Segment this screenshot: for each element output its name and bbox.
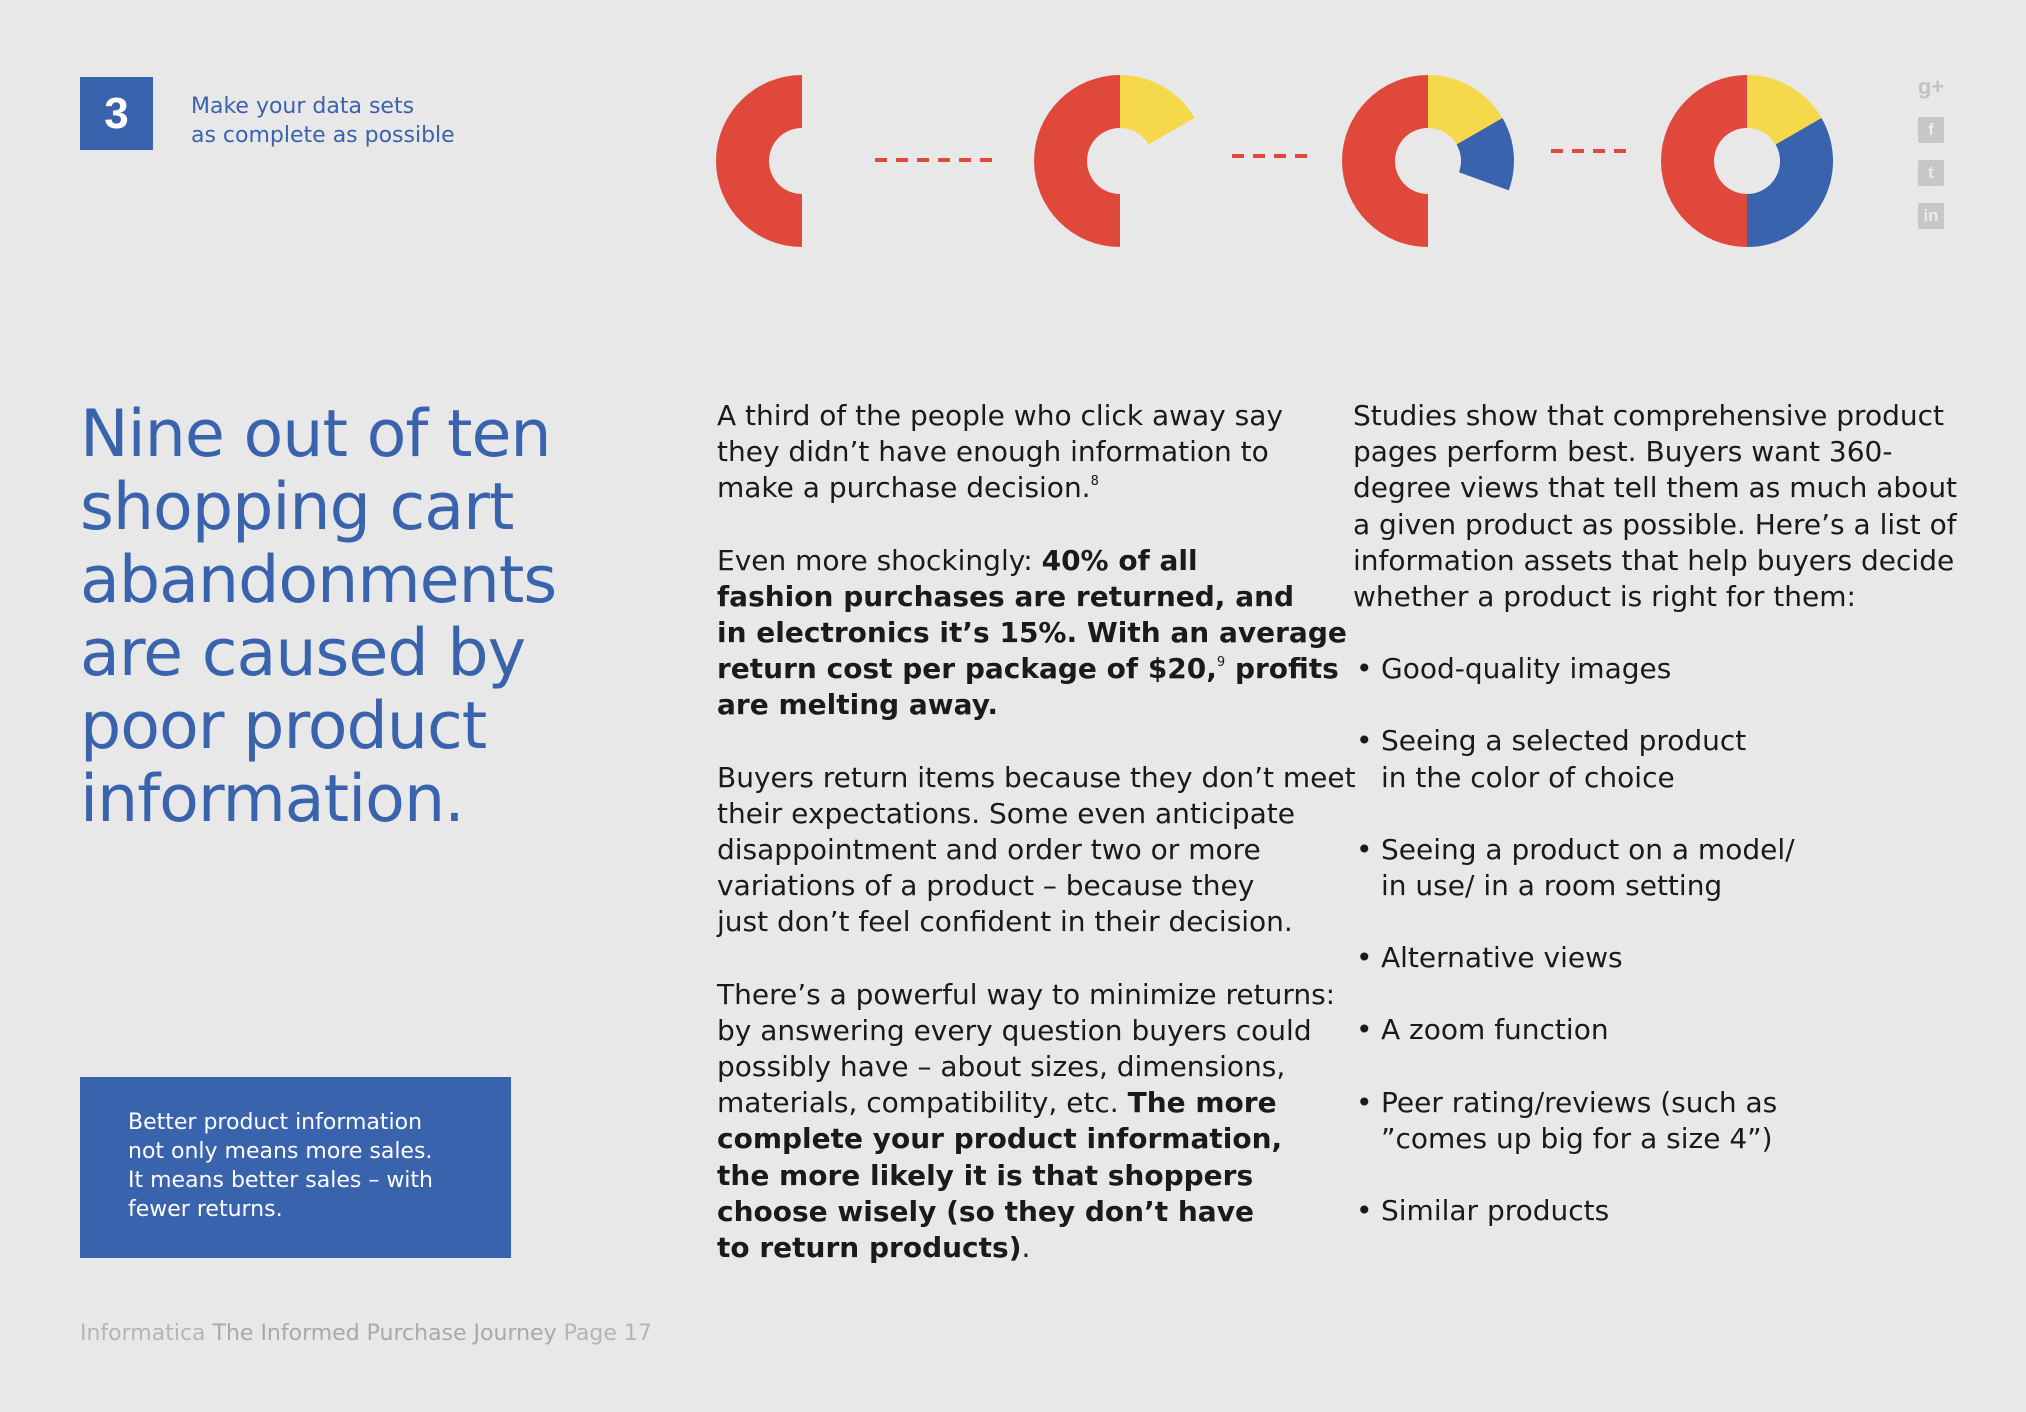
text-fragment: . xyxy=(1021,1231,1031,1265)
headline-line: Nine out of ten xyxy=(80,397,551,472)
footer-brand: Informatica xyxy=(80,1321,206,1346)
donut-4 xyxy=(1661,75,1833,247)
bold-fragment: The more xyxy=(1127,1086,1277,1120)
text-line: disappointment and order two or more xyxy=(717,833,1261,867)
text-line: complete your product information, xyxy=(717,1122,1283,1156)
text-line: Studies show that comprehensive product xyxy=(1353,399,1944,432)
page-footer xyxy=(80,1321,652,1346)
google-plus-icon[interactable]: g+ xyxy=(1917,74,1945,99)
text-line: are melting away. xyxy=(717,688,999,722)
list-item xyxy=(1353,723,1953,795)
bold-fragment: to return products) xyxy=(717,1231,1022,1265)
text-line xyxy=(717,1230,1317,1266)
bold-fragment: return cost per package of $20, xyxy=(717,652,1217,686)
intro-paragraph xyxy=(1353,398,1958,615)
text-line xyxy=(717,1085,1317,1121)
donut-4-red-segment xyxy=(1661,75,1747,247)
text-line: their expectations. Some even anticipate xyxy=(717,796,1295,830)
list-item xyxy=(1353,1085,1953,1157)
body-column-right xyxy=(1353,398,1958,1265)
callout-line: It means better sales – with xyxy=(128,1168,433,1193)
list-item xyxy=(1353,832,1953,904)
donut-3 xyxy=(1342,75,1514,247)
text-line: • Seeing a selected product xyxy=(1381,724,1747,758)
footer-title: The Informed Purchase Journey xyxy=(212,1321,557,1346)
footnote-ref: 9 xyxy=(1216,655,1226,671)
text-line: just don’t feel confident in their decision. xyxy=(717,905,1293,939)
information-assets-list xyxy=(1353,651,1953,1229)
text-line: in the color of choice xyxy=(1381,760,1675,794)
list-item xyxy=(1353,1193,1953,1229)
page-headline xyxy=(80,398,640,836)
paragraph-1 xyxy=(717,398,1317,507)
donut-2 xyxy=(1034,75,1195,247)
step-title-line: Make your data sets xyxy=(191,94,415,119)
text-line: whether a product is right for them: xyxy=(1353,580,1856,614)
text-line: the more likely it is that shoppers xyxy=(717,1158,1254,1192)
text-line: • Alternative views xyxy=(1381,941,1623,975)
text-line: information assets that help buyers decide xyxy=(1353,543,1955,577)
text-fragment: materials, compatibility, etc. xyxy=(717,1086,1128,1120)
body-column-middle xyxy=(717,398,1356,1302)
text-line: ”comes up big for a size 4”) xyxy=(1381,1121,1773,1155)
text-line: possibly have – about sizes, dimensions, xyxy=(717,1050,1286,1084)
headline-line: information. xyxy=(80,762,464,837)
text-line xyxy=(717,543,1317,579)
step-title xyxy=(191,92,591,150)
text-line: by answering every question buyers could xyxy=(717,1013,1312,1047)
donut-1-red-segment xyxy=(716,75,802,247)
text-line: in use/ in a room setting xyxy=(1381,869,1723,903)
text-line: • A zoom function xyxy=(1381,1013,1609,1047)
text-line: pages perform best. Buyers want 360- xyxy=(1353,435,1893,469)
headline-line: poor product xyxy=(80,689,487,764)
twitter-icon[interactable]: t xyxy=(1918,160,1944,186)
list-item xyxy=(1353,940,1953,976)
text-line: There’s a powerful way to minimize returns: xyxy=(717,977,1336,1011)
text-line: • Good-quality images xyxy=(1381,652,1672,686)
text-line xyxy=(717,651,1339,687)
text-line: fashion purchases are returned, and xyxy=(717,579,1295,613)
donut-3-red-segment xyxy=(1342,75,1428,247)
footer-page-number: Page 17 xyxy=(563,1321,652,1346)
paragraph-4 xyxy=(717,977,1336,1267)
callout-line: Better product information xyxy=(128,1110,423,1135)
text-fragment: make a purchase decision. xyxy=(717,471,1091,505)
callout-box xyxy=(80,1077,511,1258)
donut-2-yellow-segment xyxy=(1120,75,1195,145)
text-line: degree views that tell them as much about xyxy=(1353,471,1958,505)
text-line: • Peer rating/reviews (such as xyxy=(1381,1085,1778,1119)
callout-line: not only means more sales. xyxy=(128,1139,433,1164)
bold-fragment: profits xyxy=(1225,652,1339,686)
headline-line: shopping cart xyxy=(80,470,514,545)
footnote-ref: 8 xyxy=(1090,474,1099,490)
step-title-line: as complete as possible xyxy=(191,123,455,148)
text-line: a given product as possible. Here’s a list of xyxy=(1353,507,1957,541)
text-fragment: Even more shockingly: xyxy=(717,543,1042,577)
callout-line: fewer returns. xyxy=(128,1197,283,1222)
step-number-badge: 3 xyxy=(80,77,153,150)
text-line: in electronics it’s 15%. With an average xyxy=(717,616,1347,650)
bold-fragment: 40% of all xyxy=(1041,543,1198,577)
donut-2-red-segment xyxy=(1034,75,1120,247)
list-item xyxy=(1353,1012,1953,1048)
text-line: • Seeing a product on a model/ xyxy=(1381,832,1795,866)
text-line: they didn’t have enough information to xyxy=(717,435,1269,469)
text-line: variations of a product – because they xyxy=(717,869,1255,903)
headline-line: abandonments xyxy=(80,543,557,618)
social-share-icons xyxy=(1918,74,1948,246)
text-line xyxy=(717,470,1317,506)
facebook-icon[interactable]: f xyxy=(1918,117,1944,143)
donut-4-blue-segment xyxy=(1747,118,1833,247)
linkedin-icon[interactable]: in xyxy=(1918,203,1944,229)
paragraph-2 xyxy=(717,543,1347,724)
list-item xyxy=(1353,651,1953,687)
text-line: A third of the people who click away say xyxy=(717,399,1283,432)
donut-1 xyxy=(716,75,802,247)
headline-line: are caused by xyxy=(80,616,526,691)
donut-progression-graphic xyxy=(700,60,1850,260)
text-line: choose wisely (so they don’t have xyxy=(717,1194,1254,1228)
paragraph-3 xyxy=(717,760,1356,941)
text-line: • Similar products xyxy=(1381,1194,1610,1228)
text-line: Buyers return items because they don’t meet xyxy=(717,760,1356,794)
